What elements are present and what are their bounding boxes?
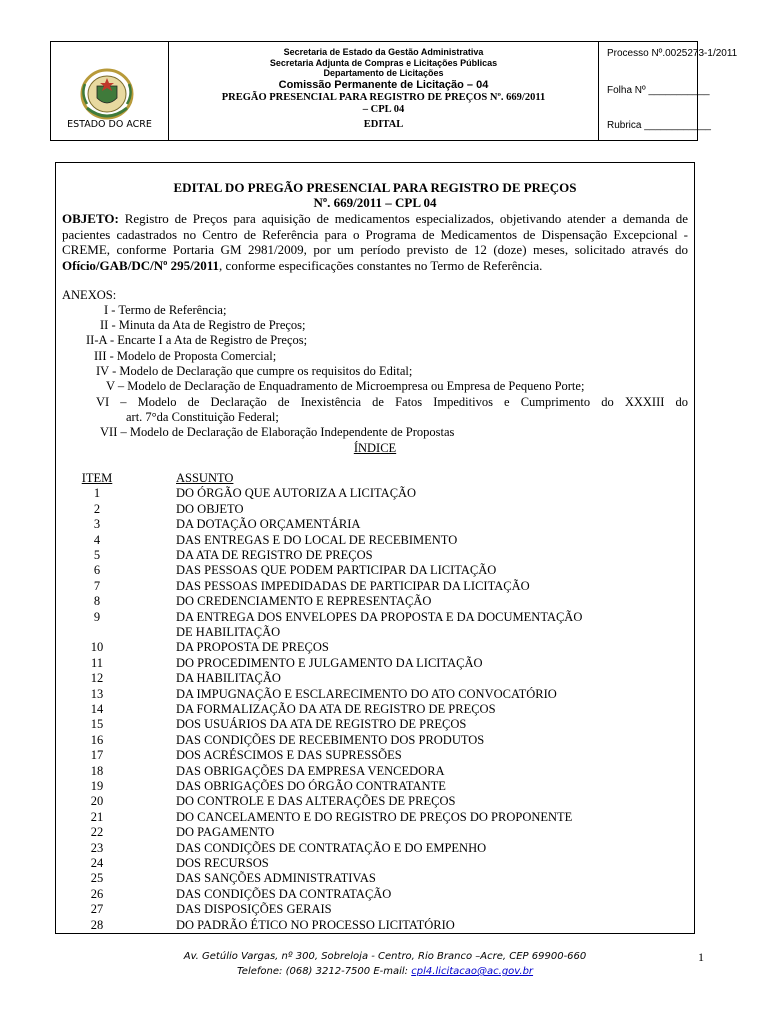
index-item-subject: DAS CONDIÇÕES DE CONTRATAÇÃO E DO EMPENHO bbox=[176, 840, 487, 855]
objeto-paragraph bbox=[62, 211, 688, 273]
index-item-subject: DO PAGAMENTO bbox=[176, 825, 275, 840]
footer-phone: Telefone: (068) 3212-7500 E-mail: bbox=[236, 966, 412, 977]
index-item-subject: DO CONTROLE E DAS ALTERAÇÕES DE PREÇOS bbox=[176, 794, 456, 809]
index-item-subject: DA ENTREGA DOS ENVELOPES DA PROPOSTA E DA DOCUMENTAÇÃO bbox=[176, 609, 583, 624]
index-item-number: 8 bbox=[93, 594, 101, 609]
index-item-subject: DAS CONDIÇÕES DA CONTRATAÇÃO bbox=[176, 886, 392, 901]
index-item-subject: DE HABILITAÇÃO bbox=[176, 625, 281, 639]
index-item-number: 19 bbox=[90, 779, 104, 793]
index-item-subject: DO CREDENCIAMENTO E REPRESENTAÇÃO bbox=[176, 594, 432, 609]
edital-title-line-1: EDITAL DO PREGÃO PRESENCIAL PARA REGISTRO DE PREÇOS bbox=[173, 180, 577, 195]
index-item-subject: DO PADRÃO ÉTICO NO PROCESSO LICITATÓRIO bbox=[176, 917, 455, 932]
oficio-reference: Ofício/GAB/DC/Nº 295/2011 bbox=[62, 257, 220, 273]
index-item-number: 11 bbox=[90, 655, 104, 670]
index-item-number: 6 bbox=[93, 563, 101, 578]
objeto-label: OBJETO: bbox=[62, 211, 119, 226]
edital-title-line-2: Nº. 669/2011 – CPL 04 bbox=[313, 195, 437, 210]
index-item-number: 24 bbox=[90, 856, 104, 870]
index-item-number: 9 bbox=[93, 609, 101, 624]
index-item-subject: DAS SANÇÕES ADMINISTRATIVAS bbox=[176, 871, 376, 886]
index-item-subject: DO CANCELAMENTO E DO REGISTRO DE PREÇOS DO PROPONENTE bbox=[176, 809, 573, 824]
index-item-number: 22 bbox=[90, 825, 104, 840]
index-item-number: 18 bbox=[90, 763, 104, 778]
index-item-number: 16 bbox=[90, 732, 104, 747]
assunto-column-header: ASSUNTO bbox=[176, 471, 234, 485]
index-item-number: 4 bbox=[93, 532, 101, 547]
page-number: 1 bbox=[698, 950, 704, 964]
header-process-cell bbox=[599, 42, 738, 140]
index-item-number: 12 bbox=[90, 671, 104, 686]
index-item-subject: DA FORMALIZAÇÃO DA ATA DE REGISTRO DE PREÇOS bbox=[176, 702, 496, 716]
anexo-item-continuation: art. 7°da Constituição Federal; bbox=[126, 410, 279, 424]
item-column-header: ITEM bbox=[81, 471, 113, 485]
pregao-title-1: PREGÃO PRESENCIAL PARA REGISTRO DE PREÇOS Nº. 669/2011 bbox=[221, 91, 546, 103]
header-title-cell bbox=[169, 42, 599, 140]
index-item-subject: DAS ENTREGAS E DO LOCAL DE RECEBIMENTO bbox=[176, 532, 458, 547]
index-item-subject: DAS PESSOAS IMPEDIDADAS DE PARTICIPAR DA LICITAÇÃO bbox=[176, 578, 530, 593]
index-item-subject: DA PROPOSTA DE PREÇOS bbox=[176, 640, 329, 655]
index-item-number: 5 bbox=[93, 548, 101, 562]
index-item-subject: DOS RECURSOS bbox=[176, 856, 269, 870]
index-item-number: 25 bbox=[90, 871, 104, 886]
index-item-subject: DO PROCEDIMENTO E JULGAMENTO DA LICITAÇÃO bbox=[176, 655, 483, 670]
index-item-number: 1 bbox=[93, 486, 101, 501]
anexo-item: V – Modelo de Declaração de Enquadramento de Microempresa ou Empresa de Pequeno Porte; bbox=[106, 379, 585, 393]
index-item-subject: DAS CONDIÇÕES DE RECEBIMENTO DOS PRODUTOS bbox=[176, 732, 485, 747]
index-item-subject: DO OBJETO bbox=[176, 501, 244, 516]
anexo-item: I - Termo de Referência; bbox=[104, 303, 227, 317]
index-item-number: 28 bbox=[90, 917, 104, 932]
anexo-item: II-A - Encarte I a Ata de Registro de Preços; bbox=[86, 333, 308, 347]
index-item-number: 17 bbox=[90, 748, 104, 763]
index-item-number: 15 bbox=[90, 717, 104, 732]
index-item-number: 20 bbox=[90, 794, 104, 809]
pregao-title-2: – CPL 04 bbox=[362, 103, 405, 115]
index-item-subject: DO ÓRGÃO QUE AUTORIZA A LICITAÇÃO bbox=[176, 486, 417, 501]
index-item-subject: DAS DISPOSIÇÕES GERAIS bbox=[176, 902, 332, 917]
anexo-item: VII – Modelo de Declaração de Elaboração Independente de Propostas bbox=[100, 425, 455, 439]
index-item-subject: DA ATA DE REGISTRO DE PREÇOS bbox=[176, 548, 373, 562]
footer-email-link[interactable]: cpl4.licitacao@ac.gov.br bbox=[411, 966, 534, 977]
objeto-text-a: Registro de Preços para aquisição de medicamentos especializados, objetivando atender a demanda de pacientes cadastrados no Centro de Referência para o Programa de Medicamentos de Dispensação Excepcional - CREME, conforme Portaria GM 2981/2009, por um período previsto de 12 (doze) meses, solicitado através do bbox=[62, 211, 688, 258]
index-item-subject: DAS OBRIGAÇÕES DO ÓRGÃO CONTRATANTE bbox=[176, 779, 446, 793]
coat-of-arms-icon bbox=[79, 64, 135, 126]
index-item-number: 3 bbox=[93, 517, 101, 532]
footer-address: Av. Getúlio Vargas, nº 300, Sobreloja - Centro, Rio Branco –Acre, CEP 69900-660 bbox=[183, 951, 587, 962]
index-item-subject: DOS ACRÉSCIMOS E DAS SUPRESSÕES bbox=[176, 748, 402, 763]
indice-heading: ÍNDICE bbox=[353, 441, 397, 455]
state-name: ESTADO DO ACRE bbox=[67, 119, 152, 130]
index-item-number: 14 bbox=[90, 702, 104, 716]
index-item-number: 13 bbox=[90, 686, 104, 701]
org-line-1: Secretaria de Estado da Gestão Administrativa bbox=[283, 47, 484, 57]
folha-field: Folha Nº ___________ bbox=[607, 85, 710, 96]
commission-name: Comissão Permanente de Licitação – 04 bbox=[278, 78, 489, 91]
index-item-number: 7 bbox=[93, 578, 101, 593]
index-item-subject: DOS USUÁRIOS DA ATA DE REGISTRO DE PREÇOS bbox=[176, 717, 467, 732]
org-line-3: Departamento de Licitações bbox=[323, 68, 444, 78]
anexo-item: II - Minuta da Ata de Registro de Preços; bbox=[100, 318, 306, 332]
index-table bbox=[73, 471, 688, 931]
index-item-subject: DAS PESSOAS QUE PODEM PARTICIPAR DA LICITAÇÃO bbox=[176, 563, 497, 578]
index-item-subject: DA IMPUGNAÇÃO E ESCLARECIMENTO DO ATO CONVOCATÓRIO bbox=[176, 686, 557, 701]
org-line-2: Secretaria Adjunta de Compras e Licitações Públicas bbox=[269, 57, 498, 68]
index-item-subject: DA HABILITAÇÃO bbox=[176, 671, 281, 686]
index-item-subject: DA DOTAÇÃO ORÇAMENTÁRIA bbox=[176, 517, 361, 532]
anexo-item: IV - Modelo de Declaração que cumpre os requisitos do Edital; bbox=[96, 364, 413, 378]
rubrica-field: Rubrica ____________ bbox=[607, 120, 711, 131]
process-number: Processo Nº.0025273-1/2011 bbox=[607, 48, 738, 59]
anexo-item: VI – Modelo de Declaração de Inexistência de Fatos Impeditivos e Cumprimento do XXXIII do bbox=[96, 395, 688, 409]
document-header bbox=[50, 41, 738, 141]
index-item-number: 2 bbox=[93, 501, 101, 516]
index-item-number: 21 bbox=[90, 809, 104, 824]
edital-label: EDITAL bbox=[363, 118, 404, 130]
index-item-number: 26 bbox=[90, 886, 104, 901]
footer-contact bbox=[0, 966, 770, 977]
index-item-subject: DAS OBRIGAÇÕES DA EMPRESA VENCEDORA bbox=[176, 763, 445, 778]
index-item-number: 27 bbox=[90, 902, 104, 917]
index-item-number: 10 bbox=[90, 640, 104, 655]
header-logo-cell bbox=[51, 42, 169, 140]
edital-body bbox=[55, 162, 695, 934]
index-item-number: 23 bbox=[90, 840, 104, 855]
objeto-text-b: , conforme especificações constantes no Termo de Referência. bbox=[219, 257, 543, 273]
anexo-item: III - Modelo de Proposta Comercial; bbox=[94, 349, 277, 363]
anexos-label: ANEXOS: bbox=[62, 288, 117, 302]
